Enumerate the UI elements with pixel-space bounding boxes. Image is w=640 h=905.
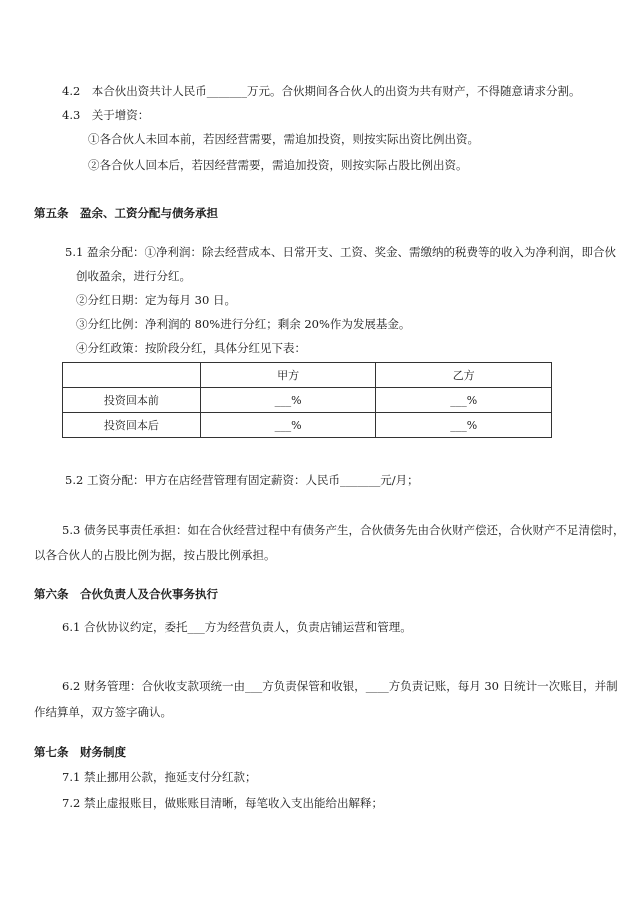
clause-5-2: 5.2 工资分配：甲方在店经营管理有固定薪资：人民币_______元/月； (65, 473, 419, 487)
clause-5-1-ratio: ③分红比例：净利润的 80%进行分红；剩余 20%作为发展基金。 (76, 317, 411, 331)
article-6-title: 第六条 合伙负责人及合伙事务执行 (34, 587, 218, 601)
clause-7-2: 7.2 禁止虚报账目，做账账目清晰，每笔收入支出能给出解释； (62, 796, 383, 810)
table-cell: 投资回本后 (63, 413, 201, 438)
clause-5-1-policy: ④分红政策：按阶段分红，具体分红见下表： (76, 341, 306, 355)
clause-5-1-line-2: 创收盈余，进行分红。 (76, 269, 191, 283)
clause-4-3-item-1: ①各合伙人未回本前，若因经营需要，需追加投资，则按实际出资比例出资。 (88, 132, 479, 146)
table-header-cell: 甲方 (200, 363, 376, 388)
clause-4-3: 4.3 关于增资： (62, 108, 150, 122)
dividend-table (62, 362, 552, 438)
clause-5-3-line-2: 以各合伙人的占股比例为据，按占股比例承担。 (34, 548, 276, 562)
table-row (63, 413, 552, 438)
clause-7-1: 7.1 禁止挪用公款，拖延支付分红款； (62, 770, 257, 784)
clause-6-2-line-1: 6.2 财务管理：合伙收支款项统一由___方负责保管和收银，____方负责记账，每月 30 日统计一次账目，并制 (62, 679, 618, 693)
clause-6-1: 6.1 合伙协议约定，委托___方为经营负责人，负责店铺运营和管理。 (62, 620, 412, 634)
table-cell: ___% (200, 388, 376, 413)
table-header-row (63, 363, 552, 388)
table-header-cell: 乙方 (376, 363, 552, 388)
article-5-title: 第五条 盈余、工资分配与债务承担 (34, 206, 218, 220)
clause-5-1-date: ②分红日期：定为每月 30 日。 (76, 293, 236, 307)
table-cell: 投资回本前 (63, 388, 201, 413)
clause-5-1-line-1: 5.1 盈余分配：①净利润：除去经营成本、日常开支、工资、奖金、需缴纳的税费等的收入为净利润，即合伙 (65, 245, 616, 259)
article-7-title: 第七条 财务制度 (34, 745, 126, 759)
clause-4-3-item-2: ②各合伙人回本后，若因经营需要，需追加投资，则按实际占股比例出资。 (88, 158, 468, 172)
clause-4-2: 4.2 本合伙出资共计人民币_______万元。合伙期间各合伙人的出资为共有财产，不得随意请求分割。 (62, 84, 581, 98)
table-cell: ___% (376, 388, 552, 413)
table-header-cell (63, 363, 201, 388)
clause-5-3-line-1: 5.3 债务民事责任承担：如在合伙经营过程中有债务产生，合伙债务先由合伙财产偿还，合伙财产不足清偿时， (62, 523, 625, 537)
table-cell: ___% (200, 413, 376, 438)
clause-6-2-line-2: 作结算单，双方签字确认。 (34, 705, 172, 719)
table-row (63, 388, 552, 413)
table-cell: ___% (376, 413, 552, 438)
